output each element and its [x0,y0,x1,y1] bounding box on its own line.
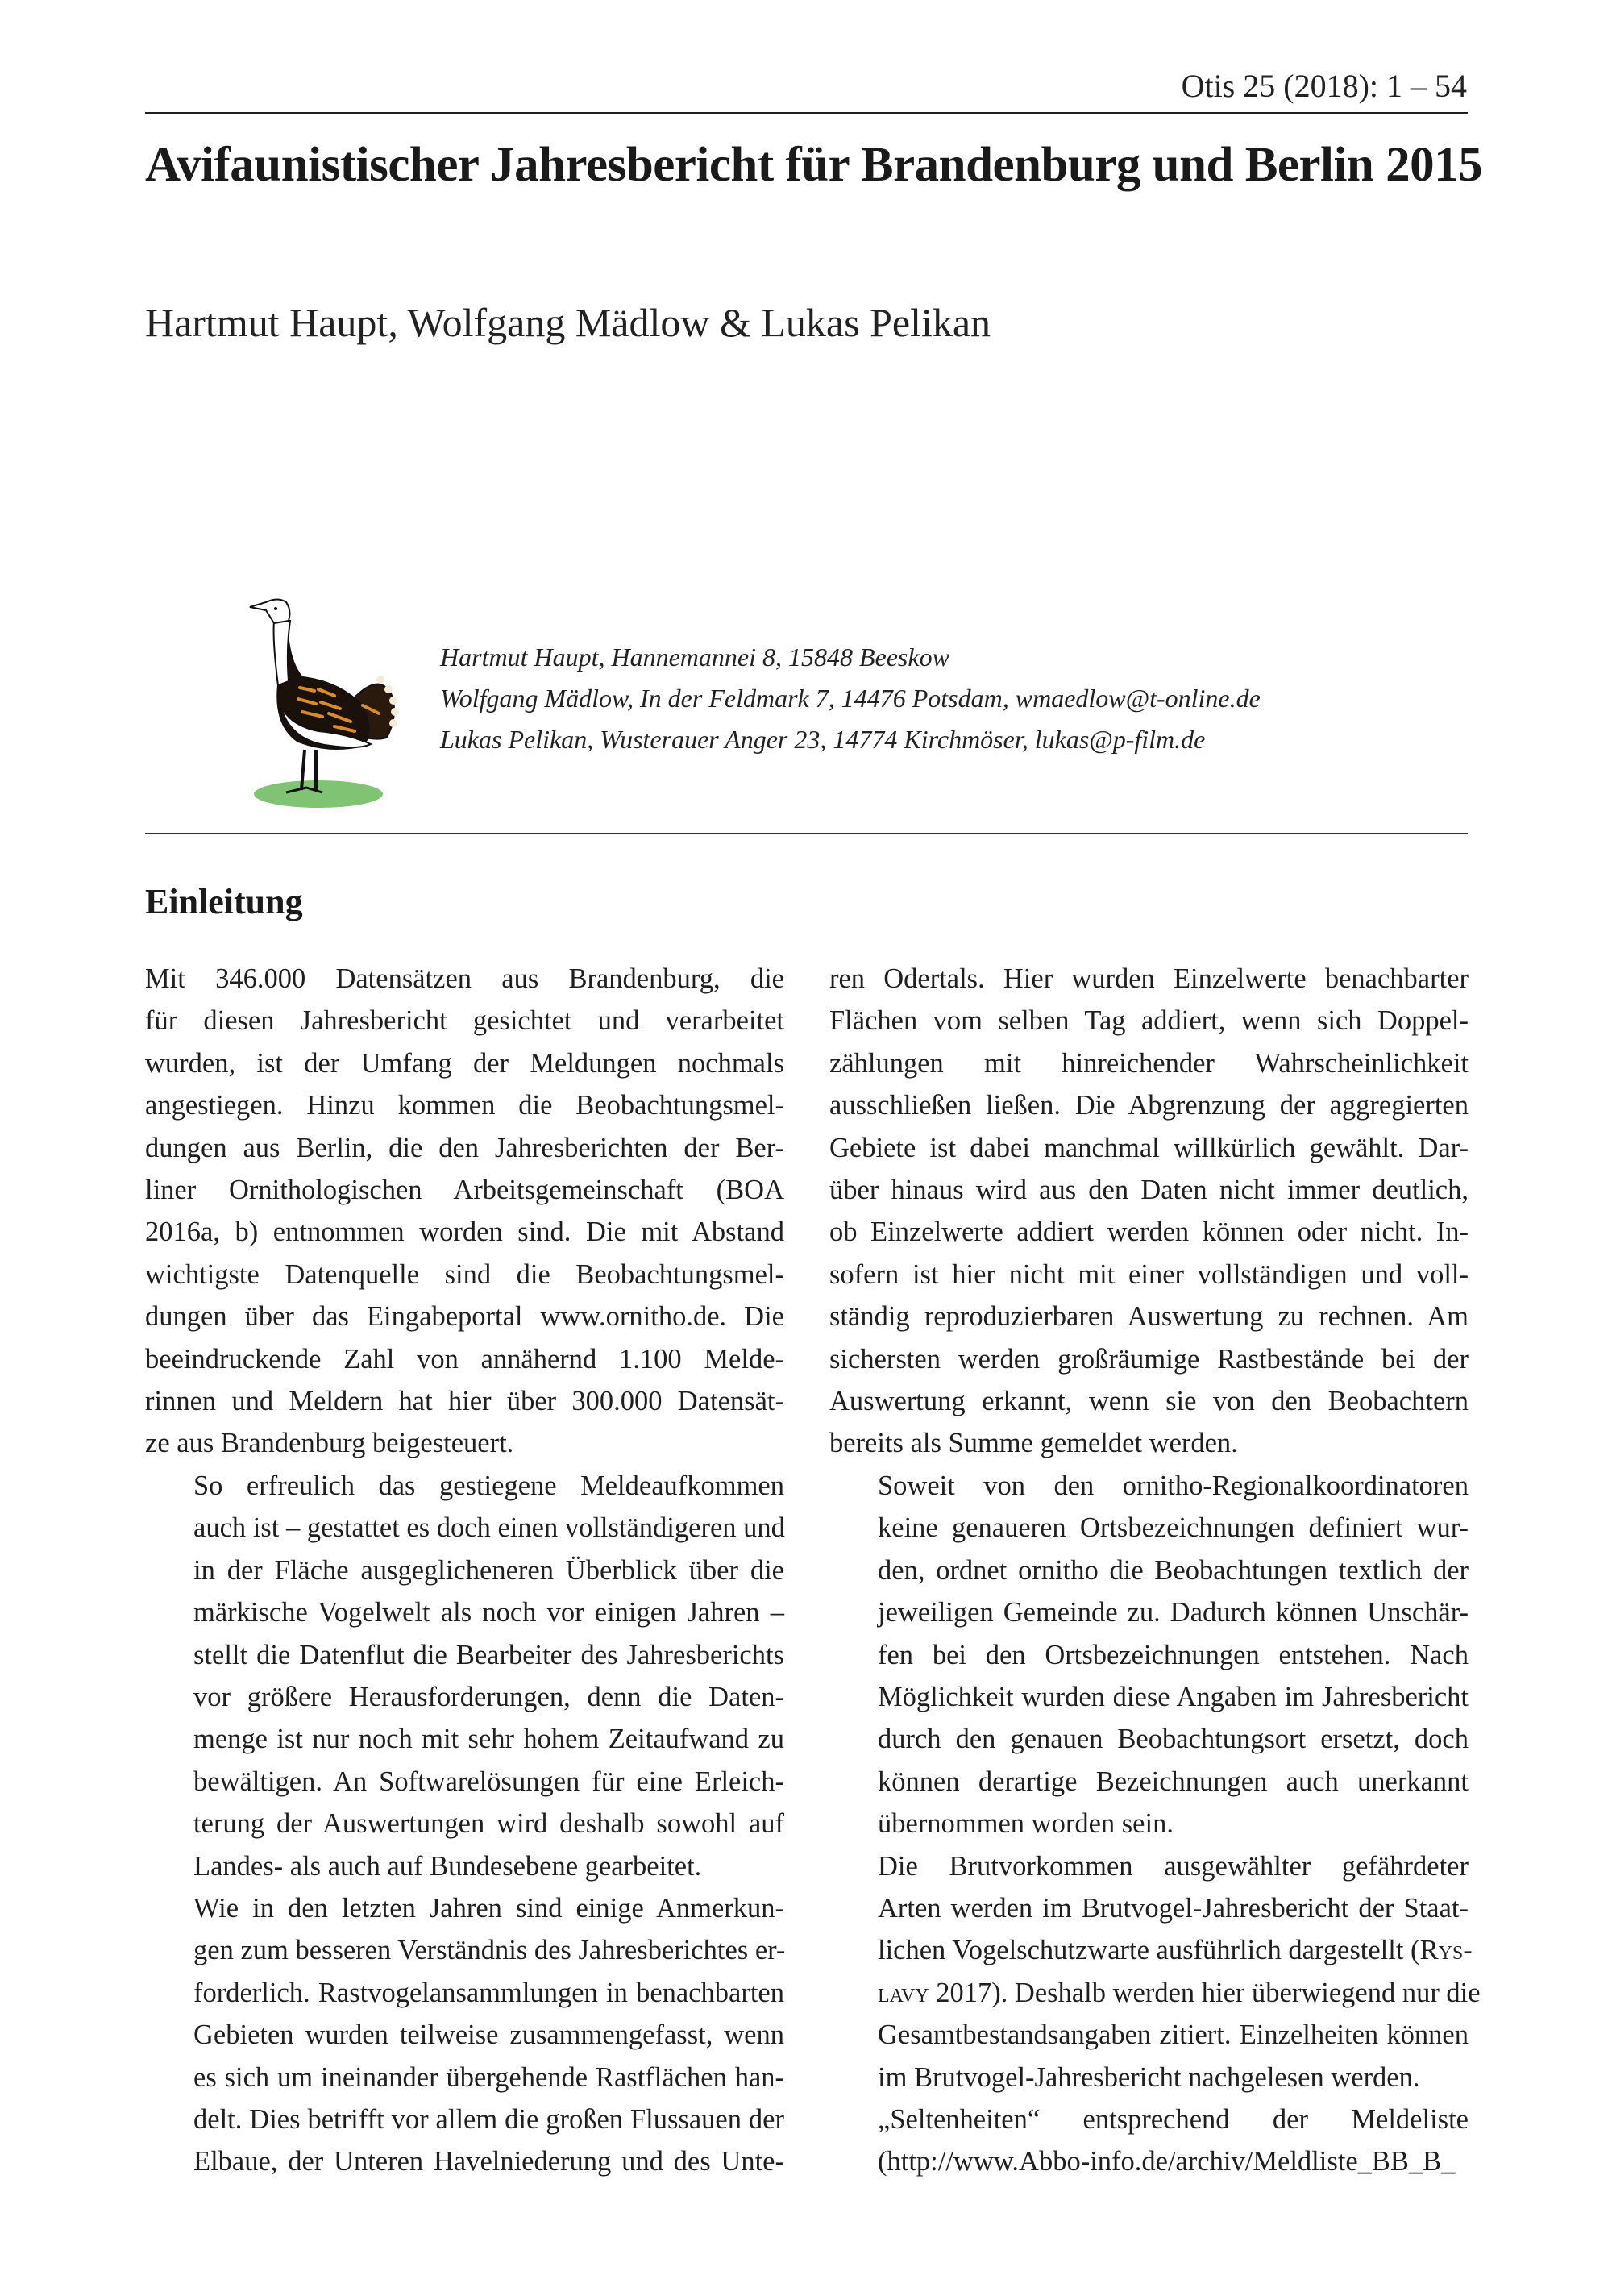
great-bustard-logo-icon [242,593,403,810]
text-line: So erfreulich das gestiegene Meldeaufkommen [193,1470,784,1501]
body-paragraph [829,958,1469,1465]
body-paragraph [145,958,784,1465]
text-line: vor größere Herausforderungen, denn die Daten- [193,1681,784,1712]
text-line: es sich um ineinander übergehende Rastflächen han- [193,2061,784,2093]
text-line: bewältigen. An Softwarelösungen für eine Erleich- [193,1766,784,1797]
text-line: dungen über das Eingabeportal www.ornitho.de. Die [145,1301,784,1333]
text-line: ze aus Brandenburg beigesteuert. [145,1428,514,1459]
text-line: 2016a, b) entnommen worden sind. Die mit Abstand [145,1217,784,1248]
text-line: auch ist – gestattet es doch einen vollständigeren und [193,1512,785,1544]
body-paragraph [145,1465,784,1887]
text-line: „Seltenheiten“ entsprechend der Meldeliste [878,2103,1469,2135]
text-line: Auswertung erkannt, wenn sie von den Beobachtern [829,1386,1469,1417]
author-addresses [440,637,1488,760]
text-line: dungen aus Berlin, die den Jahresberichten der Ber- [145,1132,784,1163]
text-line: Gebiete ist dabei manchmal willkürlich gewählt. Dar- [829,1132,1469,1163]
text-line: jeweiligen Gemeinde zu. Dadurch können Unschär- [878,1597,1469,1628]
text-line: forderlich. Rastvogelansammlungen in benachbarten [193,1977,784,2008]
text-line: Möglichkeit wurden diese Angaben im Jahresbericht [878,1681,1469,1712]
body-paragraph [829,1845,1481,2098]
text-line: ausschließen ließen. Die Abgrenzung der aggregierten [829,1090,1469,1121]
text-line: fen bei den Ortsbezeichnungen entstehen. Nach [878,1639,1469,1670]
text-line: stellt die Datenflut die Bearbeiter des Jahresberichts [193,1639,784,1670]
section-heading: Einleitung [145,882,303,921]
text-line: lichen Vogelschutzwarte ausführlich dargestellt (Rys- [878,1935,1473,1966]
text-line: Gesamtbestandsangaben zitiert. Einzelheiten können [878,2019,1469,2051]
text-line: menge ist nur noch mit sehr hohem Zeitaufwand zu [193,1724,784,1755]
text-line: wichtigste Datenquelle sind die Beobachtungsmel- [145,1258,784,1290]
text-line: Soweit von den ornitho-Regionalkoordinatoren [878,1470,1469,1501]
address-line: Wolfgang Mädlow, In der Feldmark 7, 14476 Potsdam, wmaedlow@t-online.de [440,684,1261,713]
body-paragraph [829,2098,1469,2183]
body-paragraph [829,1465,1469,1845]
text-line: (http://www.Abbo-info.de/archiv/Meldliste_BB_B_ [878,2146,1456,2177]
article-title: Avifaunistischer Jahresbericht für Brandenburg und Berlin 2015 [145,138,1483,192]
text-line: sichersten werden großräumige Rastbestände bei der [829,1343,1469,1375]
text-line: Elbaue, der Unteren Havelniederung und des Unte- [193,2146,784,2177]
text-line: ob Einzelwerte addiert werden können oder nicht. In- [829,1217,1469,1248]
text-line: Gebieten wurden teilweise zusammengefasst, wenn [193,2019,784,2051]
text-line: Die Brutvorkommen ausgewählter gefährdeter [878,1850,1469,1882]
text-line: märkische Vogelwelt als noch vor einigen Jahren – [193,1597,784,1628]
neck [274,621,290,685]
text-line: Mit 346.000 Datensätzen aus Brandenburg, die [145,963,784,994]
text-line: liner Ornithologischen Arbeitsgemeinschaft (BOA [145,1175,784,1206]
address-line: Lukas Pelikan, Wusterauer Anger 23, 14774 Kirchmöser, lukas@p-film.de [440,725,1206,754]
text-line: Flächen vom selben Tag addiert, wenn sich Doppel- [829,1005,1469,1037]
text-line: bereits als Summe gemeldet werden. [829,1428,1238,1459]
header-rule [145,112,1468,114]
text-line: über hinaus wird aus den Daten nicht immer deutlich, [829,1175,1469,1206]
text-column-right [829,958,1481,2183]
text-line: können derartige Bezeichnungen auch unerkannt [878,1766,1469,1797]
text-line: für diesen Jahresbericht gesichtet und verarbeitet [145,1005,784,1037]
text-line: den, ordnet ornitho die Beobachtungen textlich der [878,1554,1469,1586]
text-line: zählungen mit hinreichender Wahrscheinlichkeit [829,1047,1469,1079]
text-line: beeindruckende Zahl von annähernd 1.100 Melde- [145,1343,784,1375]
text-line: ren Odertals. Hier wurden Einzelwerte benachbarter [829,963,1469,994]
text-line: durch den genauen Beobachtungsort ersetzt, doch [878,1724,1469,1755]
text-line: lavy 2017). Deshalb werden hier überwiegend nur die [878,1977,1481,2008]
text-line: Arten werden im Brutvogel-Jahresbericht der Staat- [878,1892,1469,1924]
text-column-left [145,958,784,2183]
text-line: angestiegen. Hinzu kommen die Beobachtungsmel- [145,1090,784,1121]
body-paragraph [145,1887,784,2183]
text-line: gen zum besseren Verständnis des Jahresberichtes er- [193,1935,786,1966]
text-line: rinnen und Meldern hat hier über 300.000 Datensät- [145,1386,784,1417]
head [250,600,289,624]
author-list: Hartmut Haupt, Wolfgang Mädlow & Lukas Pelikan [145,300,991,345]
grass-patch [254,780,383,808]
text-line: delt. Dies betrifft vor allem die großen Flussauen der [193,2103,784,2135]
text-line: in der Fläche ausgeglicheneren Überblick über die [193,1554,784,1586]
text-line: sofern ist hier nicht mit einer vollständigen und voll- [829,1258,1469,1290]
text-line: ständig reproduzierbaren Auswertung zu rechnen. Am [829,1301,1469,1333]
text-line: Landes- als auch auf Bundesebene gearbeitet. [193,1850,702,1882]
text-line: Wie in den letzten Jahren sind einige Anmerkun- [193,1892,784,1924]
address-line: Hartmut Haupt, Hannemannei 8, 15848 Beeskow [440,643,949,672]
text-line: im Brutvogel-Jahresbericht nachgelesen werden. [878,2061,1420,2093]
text-line: keine genaueren Ortsbezeichnungen definiert wur- [878,1512,1469,1544]
section-rule [145,833,1468,834]
running-head-citation: Otis 25 (2018): 1 – 54 [1181,68,1467,104]
text-line: terung der Auswertungen wird deshalb sowohl auf [193,1808,784,1840]
text-line: wurden, ist der Umfang der Meldungen nochmals [145,1047,784,1079]
text-line: übernommen worden sein. [878,1808,1174,1840]
